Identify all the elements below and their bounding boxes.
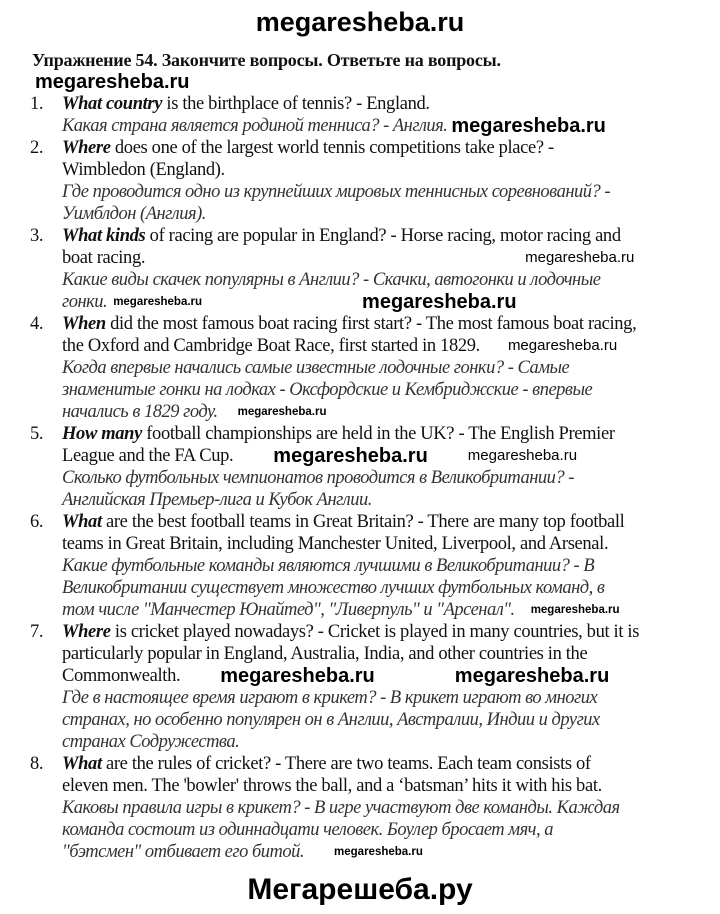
- translation-text: [62, 379, 592, 401]
- item-number: 5.: [30, 424, 44, 444]
- translation-line: [0, 489, 720, 511]
- question-text: [62, 775, 602, 797]
- item-number: 6.: [30, 512, 44, 532]
- watermark: megaresheba.ru: [220, 665, 375, 687]
- question-line: [0, 511, 720, 533]
- question-line: [0, 137, 720, 159]
- translation-rest: Когда впервые начались самые известные лодочные гонки? - Самые: [62, 358, 570, 378]
- translation-line: [0, 841, 720, 863]
- item-number: 7.: [30, 622, 44, 642]
- translation-line: [0, 731, 720, 753]
- translation-line: [0, 687, 720, 709]
- translation-text: [62, 687, 597, 709]
- site-header: megaresheba.ru: [255, 7, 465, 37]
- translation-text: [62, 181, 610, 203]
- question-line: [0, 753, 720, 775]
- translation-line: [0, 599, 720, 621]
- question-rest: Commonwealth.: [62, 666, 181, 686]
- question-rest: did the most famous boat racing first start? - The most famous boat racing,: [105, 314, 637, 334]
- watermark: megaresheba.ru: [35, 71, 190, 93]
- translation-rest: Английская Премьер-лига и Кубок Англии.: [62, 490, 372, 510]
- question-word: When: [62, 314, 106, 334]
- item-number: 2.: [30, 138, 44, 158]
- question-line: [0, 533, 720, 555]
- question-line: [0, 247, 720, 269]
- question-line: [0, 159, 720, 181]
- translation-rest: Какие футбольные команды являются лучшими в Великобритании? - В: [62, 556, 595, 576]
- question-rest: of racing are popular in England? - Horse racing, motor racing and: [145, 226, 621, 246]
- question-text: [62, 137, 554, 159]
- question-rest: Wimbledon (England).: [62, 160, 225, 180]
- translation-line: [0, 269, 720, 291]
- translation-line: [0, 819, 720, 841]
- question-line: [0, 423, 720, 445]
- translation-text: [62, 401, 326, 423]
- translation-line: [0, 181, 720, 203]
- question-item: [0, 511, 720, 621]
- translation-rest: странах Содружества.: [62, 732, 240, 752]
- question-rest: is the birthplace of tennis? - England.: [162, 94, 430, 114]
- question-text: [62, 335, 617, 357]
- watermark: megaresheba.ru: [362, 291, 517, 313]
- question-rest: is cricket played nowadays? - Cricket is played in many countries, but it is: [110, 622, 640, 642]
- translation-line: [0, 797, 720, 819]
- translation-rest: Великобритании существует множество лучших футбольных команд, в: [62, 578, 605, 598]
- question-item: [0, 621, 720, 753]
- translation-rest: начались в 1829 году.: [62, 402, 218, 422]
- question-word: How many: [62, 424, 142, 444]
- watermark: megaresheba.ru: [507, 337, 618, 354]
- watermark: megaresheba.ru: [525, 249, 635, 266]
- question-word: What country: [62, 94, 163, 114]
- question-word: What kinds: [62, 226, 146, 246]
- question-rest: League and the FA Cup.: [62, 446, 234, 466]
- item-number: 4.: [30, 314, 44, 334]
- translation-text: [62, 797, 620, 819]
- site-footer: Мегарешеба.ру: [247, 873, 473, 906]
- translation-rest: Каковы правила игры в крикет? - В игре участвуют две команды. Каждая: [62, 798, 620, 818]
- translation-line: [0, 555, 720, 577]
- watermark: megaresheba.ru: [467, 447, 578, 464]
- translation-rest: знаменитые гонки на лодках - Оксфордские и Кембриджские - впервые: [62, 380, 593, 400]
- translation-line: [0, 115, 720, 137]
- watermark: megaresheba.ru: [530, 604, 620, 616]
- question-word: Where: [62, 138, 111, 158]
- translation-rest: Сколько футбольных чемпионатов проводится в Великобритании? -: [62, 468, 574, 488]
- translation-text: [62, 577, 604, 599]
- translation-rest: Уимблдон (Англия).: [62, 204, 206, 224]
- translation-line: [0, 291, 720, 313]
- translation-rest: Какая страна является родиной тенниса? - Англия.: [62, 116, 448, 136]
- translation-text: [62, 841, 423, 863]
- question-item: [0, 137, 720, 225]
- question-rest: particularly popular in England, Australia, India, and other countries in the: [62, 644, 588, 664]
- item-number: 1.: [30, 94, 44, 114]
- question-rest: boat racing.: [62, 248, 146, 268]
- translation-text: [62, 489, 372, 511]
- translation-line: [0, 401, 720, 423]
- question-text: [62, 247, 634, 269]
- translation-text: [62, 203, 206, 225]
- translation-text: [62, 115, 606, 137]
- question-rest: teams in Great Britain, including Manchester United, Liverpool, and Arsenal.: [62, 534, 609, 554]
- question-line: [0, 621, 720, 643]
- question-rest: the Oxford and Cambridge Boat Race, first started in 1829.: [62, 336, 480, 356]
- question-text: [62, 159, 225, 181]
- question-text: [62, 313, 636, 335]
- translation-line: [0, 203, 720, 225]
- translation-text: [62, 599, 620, 621]
- translation-text: [62, 467, 574, 489]
- translation-line: [0, 577, 720, 599]
- question-line: [0, 665, 720, 687]
- question-text: [62, 423, 615, 445]
- watermark: megaresheba.ru: [113, 296, 203, 308]
- translation-line: [0, 709, 720, 731]
- exercise-body: [0, 93, 720, 863]
- question-line: [0, 335, 720, 357]
- item-number: 3.: [30, 226, 44, 246]
- question-text: [62, 445, 577, 467]
- translation-text: [62, 269, 600, 291]
- question-line: [0, 775, 720, 797]
- translation-rest: странах, но особенно популярен он в Англии, Австралии, Индии и других: [62, 710, 600, 730]
- translation-line: [0, 467, 720, 489]
- question-item: [0, 753, 720, 863]
- translation-text: [62, 291, 517, 313]
- question-rest: eleven men. The 'bowler' throws the ball, and a ‘batsman’ hits it with his bat.: [62, 776, 602, 796]
- question-item: [0, 225, 720, 313]
- question-word: Where: [62, 622, 111, 642]
- translation-rest: Какие виды скачек популярны в Англии? - Скачки, автогонки и лодочные: [62, 270, 601, 290]
- question-line: [0, 643, 720, 665]
- question-item: [0, 93, 720, 137]
- watermark: megaresheba.ru: [451, 115, 606, 137]
- watermark: megaresheba.ru: [237, 406, 327, 418]
- question-text: [62, 93, 430, 115]
- watermark: megaresheba.ru: [454, 665, 610, 687]
- translation-text: [62, 731, 239, 753]
- question-word: What: [62, 754, 102, 774]
- question-text: [62, 753, 591, 775]
- item-number: 8.: [30, 754, 44, 774]
- translation-rest: том числе "Манчестер Юнайтед", "Ливерпуль" и "Арсенал".: [62, 600, 515, 620]
- question-item: [0, 423, 720, 511]
- exercise-title: Упражнение 54. Закончите вопросы. Ответьте на вопросы.: [32, 50, 501, 70]
- translation-rest: гонки.: [62, 292, 108, 312]
- translation-text: [62, 819, 553, 841]
- question-word: What: [62, 512, 102, 532]
- question-text: [62, 643, 587, 665]
- question-item: [0, 313, 720, 423]
- question-text: [62, 665, 609, 687]
- question-rest: does one of the largest world tennis competitions take place? -: [110, 138, 554, 158]
- watermark: megaresheba.ru: [334, 846, 423, 858]
- question-rest: are the rules of cricket? - There are two teams. Each team consists of: [101, 754, 591, 774]
- translation-rest: "бэтсмен" отбивает его битой.: [62, 842, 305, 862]
- question-line: [0, 445, 720, 467]
- question-text: [62, 533, 608, 555]
- translation-text: [62, 709, 600, 731]
- translation-text: [62, 357, 569, 379]
- question-text: [62, 225, 621, 247]
- translation-line: [0, 357, 720, 379]
- question-rest: are the best football teams in Great Britain? - There are many top football: [101, 512, 625, 532]
- translation-rest: Где в настоящее время играют в крикет? - В крикет играют во многих: [62, 688, 598, 708]
- question-line: [0, 93, 720, 115]
- question-line: [0, 313, 720, 335]
- translation-rest: команда состоит из одиннадцати человек. Боулер бросает мяч, а: [62, 820, 554, 840]
- question-line: [0, 225, 720, 247]
- question-text: [62, 511, 624, 533]
- question-text: [62, 621, 639, 643]
- watermark: megaresheba.ru: [273, 445, 428, 467]
- translation-text: [62, 555, 594, 577]
- translation-rest: Где проводится одно из крупнейших мировых теннисных соревнований? -: [62, 182, 611, 202]
- translation-line: [0, 379, 720, 401]
- question-rest: football championships are held in the UK? - The English Premier: [141, 424, 615, 444]
